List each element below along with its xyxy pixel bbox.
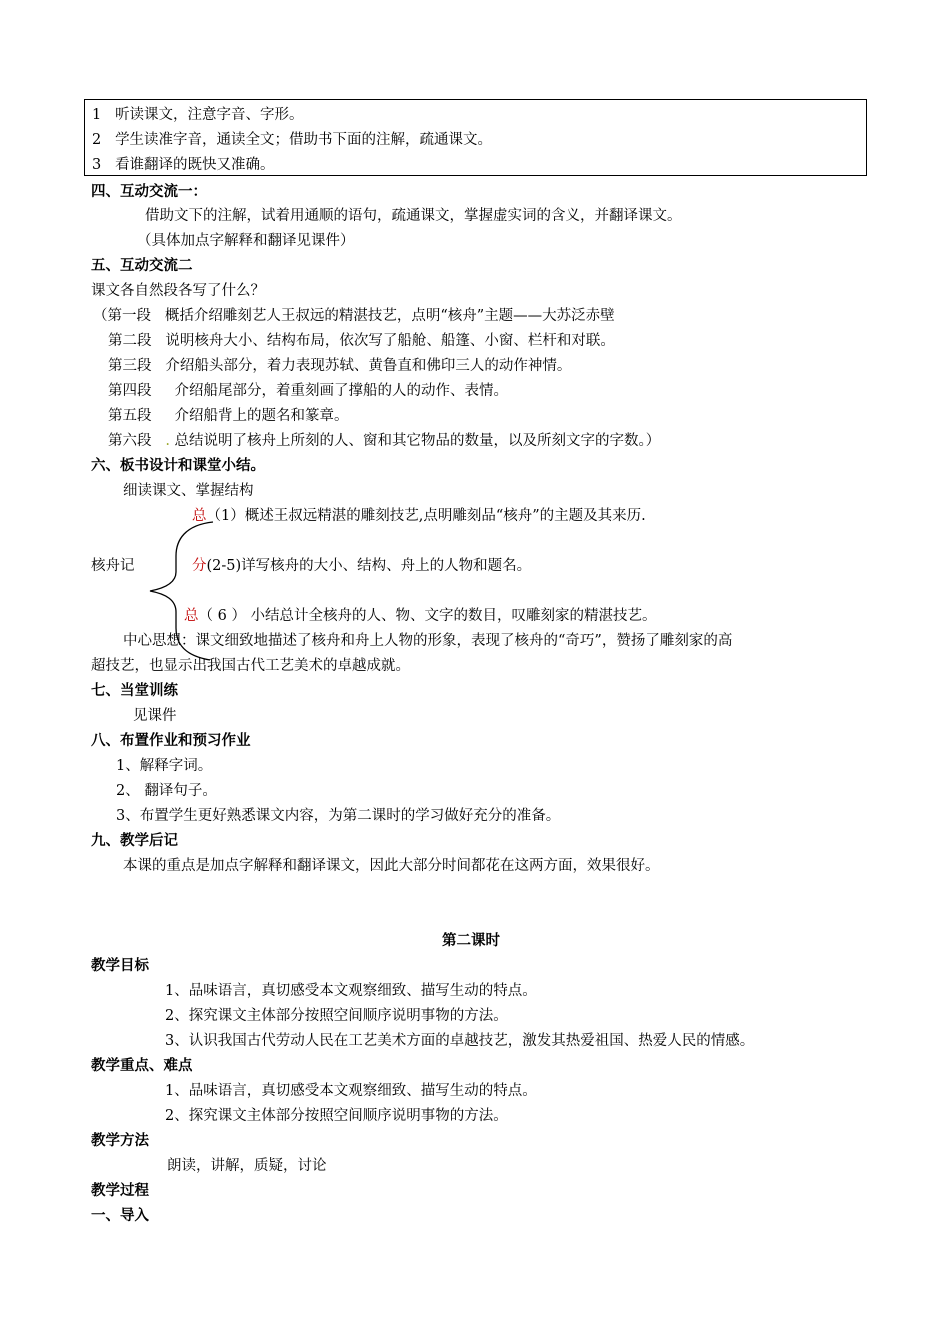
center-idea-line1: 中心思想：课文细致地描述了核舟和舟上人物的形象，表现了核舟的“奇巧”，赞扬了雕刻家的高 [123, 633, 733, 649]
para-summary-4: 第四段 介绍船尾部分，着重刻画了撑船的人的动作、表情。 [108, 383, 509, 399]
homework-item-2: 2、 翻译句子。 [116, 783, 217, 799]
homework-item-1: 1、解释字词。 [116, 758, 213, 774]
para-summary-2: 第二段 说明核舟大小、结构布局，依次写了船舱、船篷、小窗、栏杆和对联。 [108, 333, 615, 349]
box-item-3: 3 看谁翻译的既快又准确。 [92, 157, 275, 173]
homework-item-3: 3、布置学生更好熟悉课文内容，为第二课时的学习做好充分的准备。 [116, 808, 561, 824]
goals-heading: 教学目标 [91, 958, 149, 974]
board-branch-1: 总（1）概述王叔远精湛的雕刻技艺,点明雕刻品“核舟”的主题及其来历. [192, 508, 646, 524]
board-branch-2: 分(2-5)详写核舟的大小、结构、舟上的人物和题名。 [192, 558, 532, 574]
center-idea-line2: 超技艺，也显示出我国古代工艺美术的卓越成就。 [91, 658, 410, 674]
board-intro: 细读课文、掌握结构 [123, 483, 254, 499]
section7-heading: 七、当堂训练 [91, 683, 178, 699]
intro-heading: 一、导入 [91, 1208, 149, 1224]
goal-item-2: 2、探究课文主体部分按照空间顺序说明事物的方法。 [165, 1008, 508, 1024]
section4-heading: 四、互动交流一： [91, 184, 207, 200]
box-item-1: 1 听读课文，注意字音、字形。 [92, 107, 304, 123]
section9-heading: 九、教学后记 [91, 833, 178, 849]
board-title: 核舟记 [91, 558, 135, 574]
box-item-2: 2 学生读准字音，通读全文；借助书下面的注解，疏通课文。 [92, 132, 493, 148]
section5-question: 课文各自然段各写了什么？ [91, 283, 265, 299]
emphasis-dot: . [165, 433, 170, 449]
section9-text: 本课的重点是加点字解释和翻译课文，因此大部分时间都花在这两方面，效果很好。 [123, 858, 660, 874]
goal-item-3: 3、认识我国古代劳动人民在工艺美术方面的卓越技艺，激发其热爱祖国、热爱人民的情感。 [165, 1033, 755, 1049]
para-summary-1: （第一段 概括介绍雕刻艺人王叔远的精湛技艺，点明“核舟”主题——大苏泛赤壁 [93, 308, 615, 324]
key-point-1: 1、品味语言，真切感受本文观察细致、描写生动的特点。 [165, 1083, 537, 1099]
section6-heading: 六、板书设计和课堂小结。 [91, 458, 265, 474]
para-summary-5: 第五段 介绍船背上的题名和篆章。 [108, 408, 349, 424]
lesson2-title: 第二课时 [442, 933, 500, 949]
section7-text: 见课件 [133, 708, 177, 724]
para-summary-3: 第三段 介绍船头部分，着力表现苏轼、黄鲁直和佛印三人的动作神情。 [108, 358, 572, 374]
section8-heading: 八、布置作业和预习作业 [91, 733, 251, 749]
key-points-heading: 教学重点、难点 [91, 1058, 193, 1074]
method-text: 朗读，讲解，质疑，讨论 [167, 1158, 327, 1174]
process-heading: 教学过程 [91, 1183, 149, 1199]
board-branch-3: 总（ 6 ） 小结总计全核舟的人、物、文字的数目，叹雕刻家的精湛技艺。 [184, 608, 657, 624]
key-point-2: 2、探究课文主体部分按照空间顺序说明事物的方法。 [165, 1108, 508, 1124]
section4-para1: 借助文下的注解，试着用通顺的语句，疏通课文，掌握虚实词的含义，并翻译课文。 [145, 208, 682, 224]
section4-para2: （具体加点字解释和翻译见课件） [137, 233, 355, 249]
method-heading: 教学方法 [91, 1133, 149, 1149]
section5-heading: 五、互动交流二 [91, 258, 193, 274]
para-summary-6: 第六段 . 总结说明了核舟上所刻的人、窗和其它物品的数量，以及所刻文字的字数。） [108, 433, 661, 449]
goal-item-1: 1、品味语言，真切感受本文观察细致、描写生动的特点。 [165, 983, 537, 999]
